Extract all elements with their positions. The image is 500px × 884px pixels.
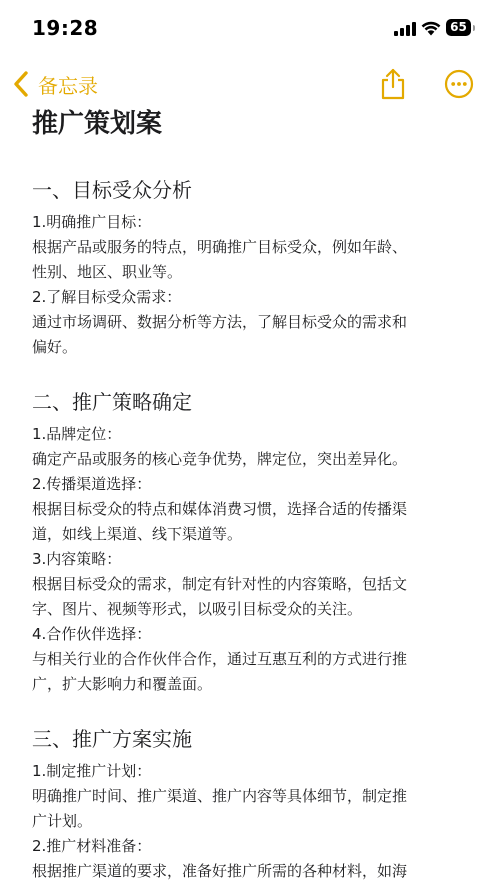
section-implementation [32,725,478,884]
note-body[interactable] [32,104,478,884]
note-line: 1.制定推广计划： [32,762,152,780]
section-heading: 三、推广方案实施 [32,727,192,751]
note-line: 明确推广时间、推广渠道、推广内容等具体细节，制定推 [32,787,408,805]
note-line: 1.品牌定位： [32,425,122,443]
section-target-audience [32,176,478,360]
back-button[interactable] [12,68,98,100]
note-line: 根据推广渠道的要求，准备好推广所需的各种材料，如海 [32,862,408,880]
chevron-left-icon [12,71,30,97]
note-line: 广，扩大影响力和覆盖面。 [32,675,213,693]
note-line: 2.传播渠道选择： [32,475,152,493]
note-line: 根据产品或服务的特点，明确推广目标受众，例如年龄、 [32,238,408,256]
note-line: 3.内容策略： [32,550,122,568]
more-icon[interactable] [444,69,474,99]
note-line: 字、图片、视频等形式，以吸引目标受众的关注。 [32,600,363,618]
nav-bar [0,62,500,106]
note-line: 通过市场调研、数据分析等方法，了解目标受众的需求和 [32,313,408,331]
status-bar [0,0,500,60]
section-gap [32,697,478,725]
section-heading: 二、推广策略确定 [32,390,192,414]
battery-level: 65 [446,19,471,36]
status-time: 19:28 [32,16,99,40]
note-line: 偏好。 [32,338,78,356]
note-line: 与相关行业的合作伙伴合作，通过互惠互利的方式进行推 [32,650,408,668]
note-line: 4.合作伙伴选择： [32,625,152,643]
note-line: 根据目标受众的需求，制定有针对性的内容策略，包括文 [32,575,408,593]
section-gap [32,360,478,388]
back-label: 备忘录 [38,73,98,98]
note-line: 广计划。 [32,812,93,830]
battery-icon [446,19,476,36]
battery-cap [473,25,475,31]
signal-icon [394,22,416,36]
section-heading: 一、目标受众分析 [32,178,192,202]
note-line: 性别、地区、职业等。 [32,263,183,281]
note-title: 推广策划案 [32,109,163,139]
wifi-icon [421,20,441,36]
share-icon[interactable] [378,68,408,100]
note-line: 道，如线上渠道、线下渠道等。 [32,525,243,543]
note-line: 1.明确推广目标： [32,213,152,231]
note-line: 2.推广材料准备： [32,837,152,855]
note-line: 根据目标受众的特点和媒体消费习惯，选择合适的传播渠 [32,500,408,518]
section-strategy [32,388,478,697]
note-line: 确定产品或服务的核心竞争优势，牌定位，突出差异化。 [32,450,408,468]
note-line: 2.了解目标受众需求： [32,288,182,306]
